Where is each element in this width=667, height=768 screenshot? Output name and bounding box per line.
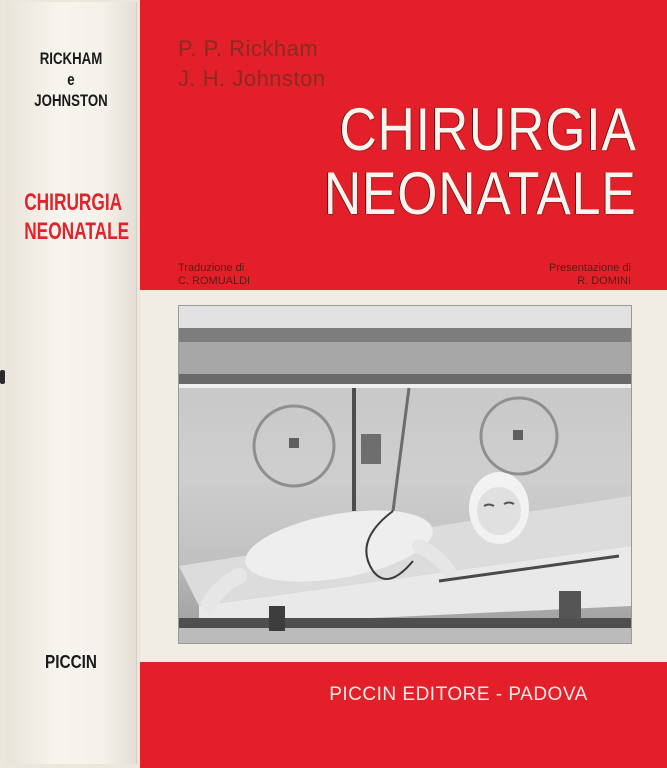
spine-authors [20, 48, 121, 111]
spine-edge-mark [0, 370, 5, 384]
spine-publisher: PICCIN [45, 652, 97, 672]
cover-bottom-band [140, 662, 667, 768]
translation-label: Traduzione di [178, 262, 245, 274]
spine-title [24, 188, 130, 246]
spine-author-2: JOHNSTON [34, 91, 108, 110]
cover-publisher: PICCIN EDITORE - PADOVA [329, 684, 588, 705]
cover-title-line-2: NEONATALE [324, 160, 637, 227]
cover-author-1: P. P. Rickham [178, 36, 319, 61]
incubator-infant-photo [178, 305, 632, 644]
spine-title-line-2: NEONATALE [24, 218, 130, 245]
cover-top-band [140, 0, 667, 290]
cover-title-line-1: CHIRURGIA [339, 96, 637, 163]
spine-conjunction: e [67, 70, 75, 89]
spine-title-line-1: CHIRURGIA [24, 189, 123, 216]
cover-author-2: J. H. Johnston [178, 66, 326, 91]
presentation-label: Presentazione di [549, 262, 631, 274]
book-spine [6, 2, 137, 764]
front-cover [140, 0, 667, 768]
translation-credit [178, 262, 250, 288]
presentation-credit [549, 262, 631, 288]
translator-name: C. ROMUALDI [178, 275, 251, 287]
presenter-name: R. DOMINI [577, 275, 631, 287]
spine-author-1: RICKHAM [39, 49, 103, 68]
